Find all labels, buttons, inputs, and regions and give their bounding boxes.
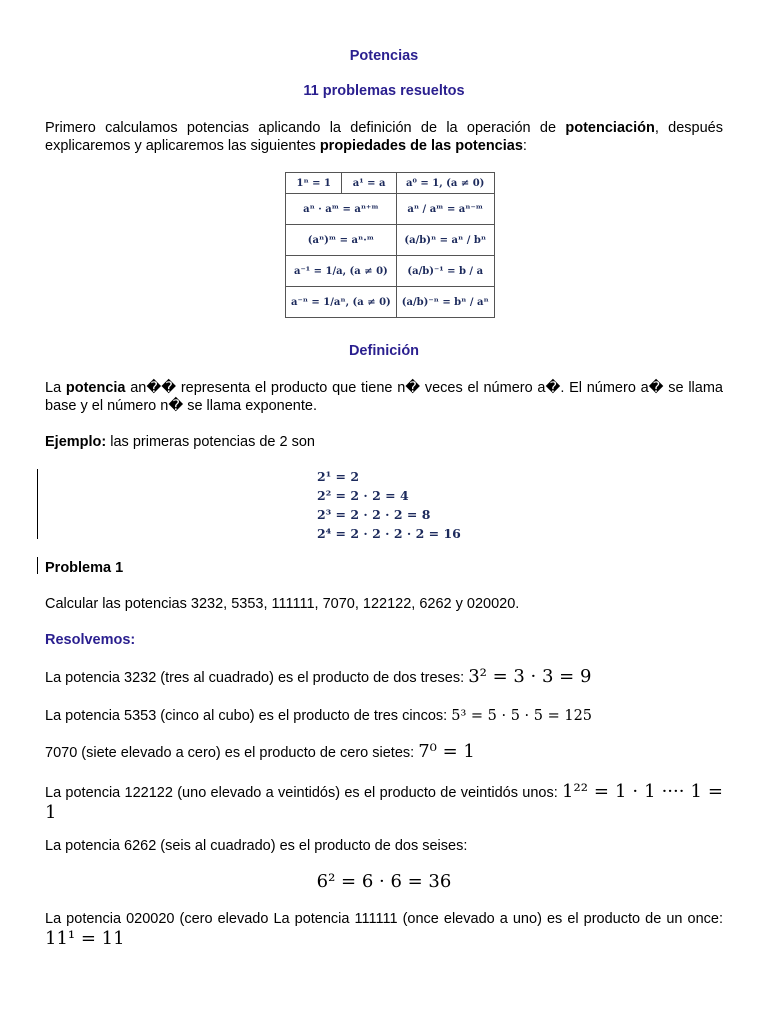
- solution-math: 7⁰ = 1: [418, 741, 475, 762]
- table-row: [286, 194, 495, 225]
- table-cell: (a/b)ⁿ = aⁿ / bⁿ: [396, 225, 494, 256]
- table-row: [286, 225, 495, 256]
- solution-math: 11¹ = 11: [45, 928, 125, 949]
- page-subtitle: 11 problemas resueltos: [303, 83, 465, 99]
- table-cell: (a/b)⁻¹ = b / a: [396, 256, 494, 287]
- solution-math: 3² = 3 · 3 = 9: [468, 666, 592, 687]
- example-label: Ejemplo:: [45, 434, 107, 450]
- table-row: [286, 287, 495, 318]
- section-heading-definicion: Definición: [348, 343, 420, 359]
- table-cell: a¹ = a: [342, 173, 396, 194]
- table-cell: (a/b)⁻ⁿ = bⁿ / aⁿ: [396, 287, 494, 318]
- power-line: 2² = 2 · 2 = 4: [317, 488, 409, 503]
- intro-bold: potenciación: [565, 120, 655, 136]
- solution-line: La potencia 6262 (seis al cuadrado) es el producto de dos seises:: [45, 838, 468, 854]
- definition-bold: potencia: [65, 380, 126, 396]
- definition-text: La: [45, 380, 66, 396]
- intro-paragraph: [45, 119, 723, 155]
- problem-statement: Calcular las potencias 3232, 5353, 111111, 7070, 122122, 6262 y 020020.: [45, 596, 520, 612]
- solution-math: 5³ = 5 · 5 · 5 = 125: [451, 708, 593, 724]
- problem-heading: [45, 559, 723, 577]
- table-row: [286, 256, 495, 287]
- solution-text: La potencia 020020 (cero elevado La potencia 111111 (once elevado a uno) es el producto de un once:: [45, 911, 723, 927]
- solution-text: La potencia 122122 (uno elevado a veintidós) es el producto de veintidós unos:: [45, 785, 563, 801]
- definition-paragraph: [45, 379, 723, 415]
- margin-bar: [37, 557, 38, 574]
- example-text: las primeras potencias de 2 son: [106, 434, 315, 450]
- resolvemos-heading: Resolvemos:: [45, 632, 136, 648]
- intro-text: Primero calculamos potencias aplicando la definición de la operación de: [45, 120, 566, 136]
- solution-math: 1²² = 1 · 1 ···· 1 = 1: [45, 781, 723, 823]
- table-cell: a⁻ⁿ = 1/aⁿ, (a ≠ 0): [286, 287, 397, 318]
- solution-line: [45, 909, 723, 950]
- solution-text: 7070 (siete elevado a cero) es el producto de cero sietes:: [45, 745, 419, 761]
- solution-line: [45, 782, 723, 824]
- definition-text: an�� representa el producto que tiene n� veces el número a�. El número a� se llama base y el número n� se llama exponente.: [45, 380, 723, 414]
- problem-title: Problema 1: [45, 560, 124, 576]
- margin-bar: [37, 469, 38, 539]
- solution-line: [45, 668, 723, 687]
- table-cell: aⁿ / aᵐ = aⁿ⁻ᵐ: [396, 194, 494, 225]
- intro-text: :: [522, 138, 527, 154]
- intro-bold: propiedades de las potencias: [319, 138, 523, 154]
- solution-math: 6² = 6 · 6 = 36: [316, 871, 452, 892]
- table-cell: 1ⁿ = 1: [286, 173, 342, 194]
- example-paragraph: [45, 433, 723, 451]
- page-title: Potencias: [349, 48, 419, 64]
- solution-text: La potencia 3232 (tres al cuadrado) es el producto de dos treses:: [45, 670, 469, 686]
- solution-text: La potencia 5353 (cinco al cubo) es el producto de tres cincos:: [45, 708, 452, 724]
- solution-line: [45, 707, 723, 725]
- power-line: 2⁴ = 2 · 2 · 2 · 2 = 16: [317, 526, 461, 541]
- solution-line: [45, 743, 723, 762]
- table-cell: aⁿ · aᵐ = aⁿ⁺ᵐ: [286, 194, 397, 225]
- table-cell: a⁻¹ = 1/a, (a ≠ 0): [286, 256, 397, 287]
- table-row: [286, 173, 495, 194]
- solution-math-centered: [45, 873, 723, 892]
- power-line: 2¹ = 2: [317, 469, 360, 484]
- power-line: 2³ = 2 · 2 · 2 = 8: [317, 507, 431, 522]
- table-cell: a⁰ = 1, (a ≠ 0): [396, 173, 494, 194]
- table-cell: (aⁿ)ᵐ = aⁿ·ᵐ: [286, 225, 397, 256]
- powers-list: [317, 467, 461, 543]
- intro-text: , después explicaremos y aplicaremos las siguientes: [45, 120, 723, 154]
- properties-table: [285, 172, 495, 318]
